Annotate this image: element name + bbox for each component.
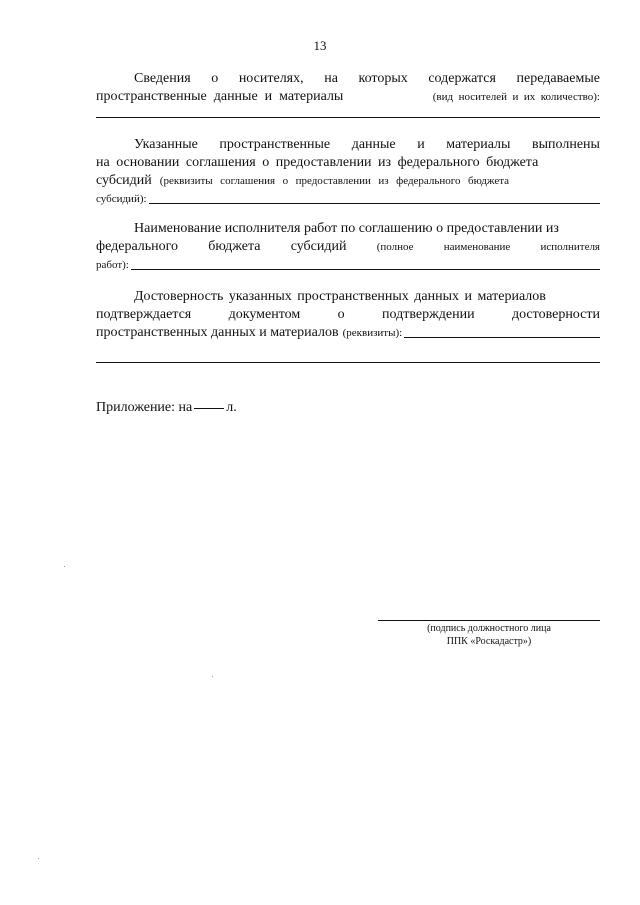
reliability-hint: (реквизиты): [342,327,403,339]
word: данные [351,137,396,152]
appendix-line [96,400,237,416]
scan-speck [64,566,65,567]
word: о [337,307,345,322]
word: и [417,137,425,152]
executor-line-2 [96,238,600,256]
reliability-text: Достоверность указанных пространственных данных и материалов [134,289,546,304]
reliability-text-end: пространственных данных и материалов [96,325,339,340]
executor-line-3 [96,256,600,274]
signature-caption-line-1: (подпись должностного лица [427,623,551,634]
word: (полное [376,241,414,253]
word: носителях, [238,71,304,86]
word: материалы [446,137,511,152]
word: наименование [443,241,511,253]
carriers-info-paragraph [96,70,600,106]
reliability-line-1 [96,288,600,306]
carriers-hint: (вид носителей и их количество): [432,91,600,103]
agreement-hint-end: субсидий): [96,193,147,205]
appendix-prefix: Приложение: на [96,400,193,415]
page-number: 13 [313,38,327,53]
word: субсидий [290,239,347,254]
word: содержатся [428,71,496,86]
executor-hint-end: работ): [96,259,129,271]
word: Сведения [134,71,191,86]
appendix-suffix: л. [226,400,237,415]
carriers-fill-line[interactable] [96,117,600,118]
signature-caption [378,622,600,648]
word: документом [228,307,301,322]
executor-line-1 [96,220,600,238]
executor-paragraph [96,220,600,274]
reliability-fill-line[interactable] [404,324,600,338]
agreement-line-1 [96,136,600,154]
word: о [211,71,219,86]
word: выполнены [532,137,600,152]
scan-speck [38,858,39,859]
carriers-line-1 [96,70,600,88]
scan-speck [212,676,213,677]
word: достоверности [511,307,600,322]
word: пространственные [219,137,331,152]
reliability-line-2 [96,306,600,324]
agreement-line-2 [96,154,600,172]
word: подтверждении [382,307,475,322]
executor-text: Наименование исполнителя работ по соглашению о предоставлении из [134,221,559,236]
word: которых [358,71,408,86]
word: федерального [96,239,179,254]
agreement-paragraph [96,136,600,208]
agreement-subsidies: субсидий [96,173,152,188]
word: на [324,71,338,86]
word: передаваемые [516,71,600,86]
word: исполнителя [540,241,600,253]
carriers-line-2 [96,88,600,106]
agreement-line-4 [96,190,600,208]
agreement-hint: (реквизиты соглашения о предоставлении из федерального бюджета [159,175,510,187]
carriers-text: пространственные данные и материалы [96,89,344,104]
reliability-paragraph [96,288,600,342]
agreement-fill-line[interactable] [149,190,600,204]
reliability-line-3 [96,324,600,342]
word: подтверждается [96,307,192,322]
agreement-line-3 [96,172,600,190]
executor-fill-line[interactable] [131,256,600,270]
signature-caption-line-2: ППК «Роскадастр») [446,636,532,647]
signature-line[interactable] [378,620,600,621]
reliability-fill-line-2[interactable] [96,362,600,363]
word: Указанные [134,137,198,152]
agreement-text: на основании соглашения о предоставлении из федерального бюджета [96,155,539,170]
appendix-sheets-blank[interactable] [194,408,224,409]
word: бюджета [208,239,261,254]
